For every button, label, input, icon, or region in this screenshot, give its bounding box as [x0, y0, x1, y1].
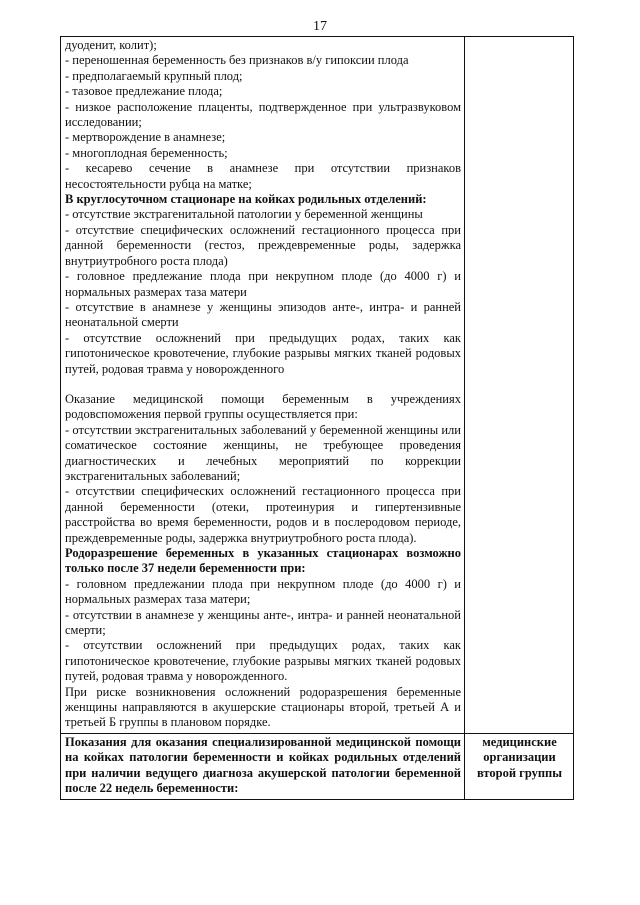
delivery-heading: Родоразрешение беременных в указанных стационарах возможно только после 37 недели беременности при: [65, 546, 461, 576]
risk-note: При риске возникновения осложнений родоразрешения беременные женщины направляются в акушерские стационары второй, третьей А и третьей Б группы в плановом порядке. [65, 684, 461, 730]
list-item: - головное предлежание плода при некрупном плоде (до 4000 г) и нормальных размерах таза матери [65, 269, 461, 299]
list-item: - отсутствии экстрагенитальных заболеваний у беременной женщины или соматическое состояние женщины, не требующее проведения диагностических и лечебных мероприятий по коррекции экстрагенитальных заболеваний; [65, 422, 461, 483]
list-item: - головном предлежании плода при некрупном плоде (до 4000 г) и нормальных размерах таза матери; [65, 576, 461, 607]
paragraph-gap [65, 377, 461, 392]
indications-heading: Показания для оказания специализированной медицинской помощи на койках патологии беременности и койках родильных отделений при наличии ведущего диагноза акушерской патологии беременной после 22 недель беременности: [65, 734, 461, 796]
list-item: - предполагаемый крупный плод; [65, 68, 243, 83]
list-item: - отсутствие в анамнезе у женщины эпизодов анте-, интра- и ранней неонатальной смерти [65, 299, 461, 330]
document-table [60, 36, 574, 800]
table-row [61, 37, 574, 734]
list-item: - отсутствие экстрагенитальной патологии у беременной женщины [65, 207, 423, 222]
paragraph-intro: Оказание медицинской помощи беременным в учреждениях родовспоможения первой группы осуществляется при: [65, 391, 461, 422]
list-item: - мертворождение в анамнезе; [65, 130, 226, 145]
list-item: - отсутствии специфических осложнений гестационного процесса при данной беременности (отеки, протеинурия и гипертензивные расстройства во время беременности, родов и в послеродовом периоде, преждевременные роды, задержка внутриутробного роста плода). [65, 484, 461, 545]
list-item: - многоплодная беременность; [65, 145, 228, 160]
list-item: дуоденит, колит); [65, 38, 157, 52]
list-item: - отсутствие специфических осложнений гестационного процесса при данной беременности (гестоз, преждевременные роды, задержка внутриутробного роста плода) [65, 222, 461, 268]
organization-group-label: медицинские организации второй группы [476, 734, 563, 780]
list-item: - отсутствии в анамнезе у женщины анте-, интра- и ранней неонатальной смерти; [65, 607, 461, 638]
side-cell [465, 733, 574, 799]
section-heading: В круглосуточном стационаре на койках родильных отделений: [65, 192, 427, 207]
list-item: - низкое расположение плаценты, подтвержденное при ультразвуковом исследовании; [65, 99, 461, 130]
list-item: - отсутствие осложнений при предыдущих родах, таких как гипотоническое кровотечение, глубокие разрывы мягких тканей родовых путей, родовая травма у новорожденного [65, 330, 461, 376]
list-item: - тазовое предлежание плода; [65, 84, 223, 99]
list-item: - отсутствии осложнений при предыдущих родах, таких как гипотоническое кровотечение, глубокие разрывы мягких тканей родовых путей, родовая травма у новорожденного. [65, 638, 461, 684]
list-item: - переношенная беременность без признаков в/у гипоксии плода [65, 53, 409, 68]
list-item: - кесарево сечение в анамнезе при отсутствии признаков несостоятельности рубца на матке; [65, 161, 461, 191]
page-number: 17 [313, 19, 327, 34]
main-cell [61, 37, 465, 734]
side-cell [465, 37, 574, 734]
main-cell [61, 733, 465, 799]
table-row [61, 733, 574, 799]
